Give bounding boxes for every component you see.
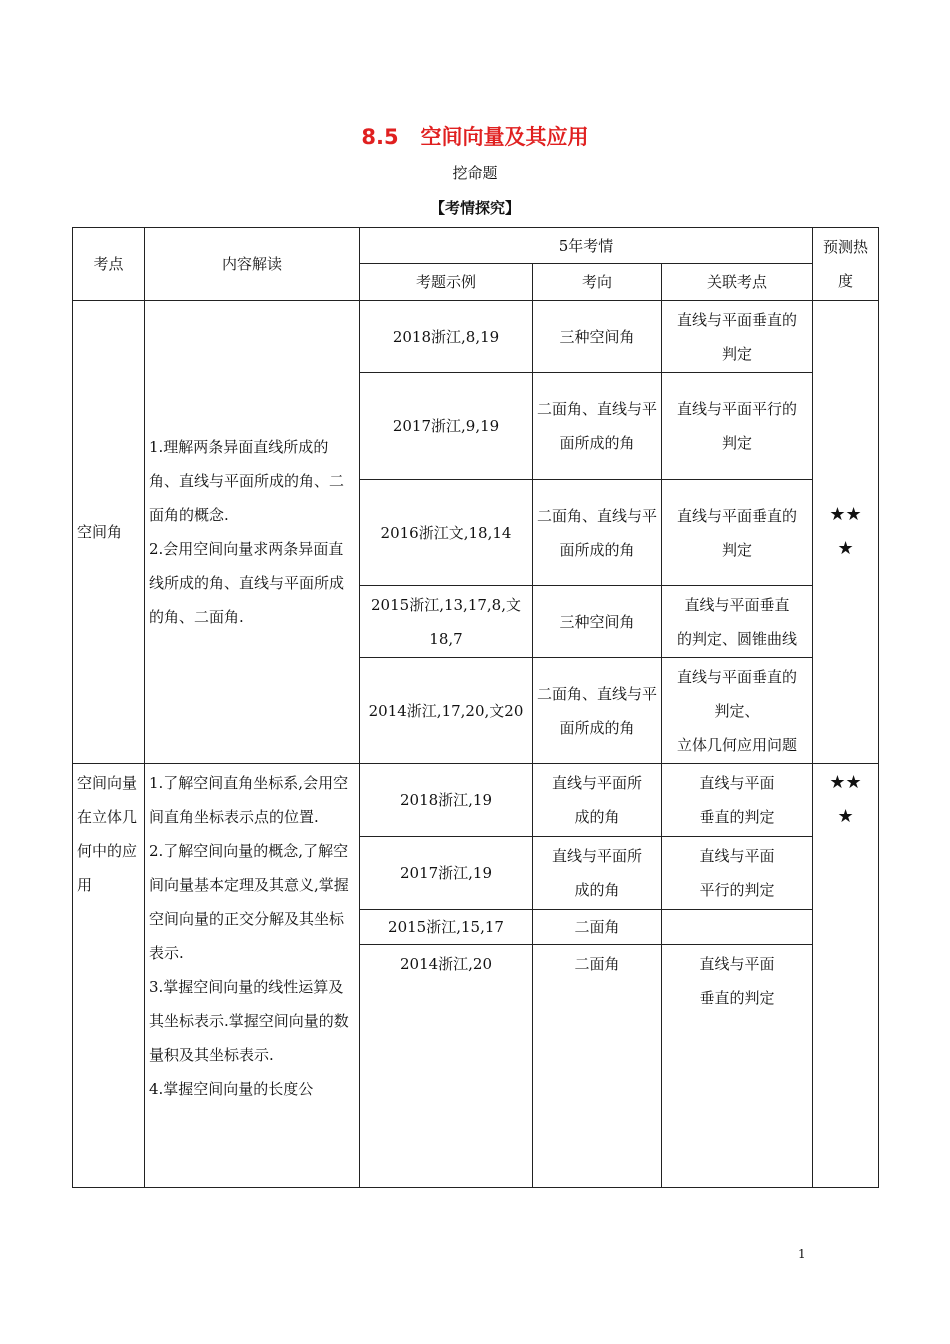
group-kongjianxiangliang [73, 764, 879, 1188]
kaoxiang-cell: 直线与平面所 成的角 [533, 837, 662, 910]
header-guanlian: 关联考点 [662, 264, 813, 301]
shili-cell: 2016浙江文,18,14 [360, 480, 533, 586]
exam-analysis-table [72, 227, 879, 1188]
header-yuce: 预测热度 [813, 228, 879, 301]
group-kongjianjiao [73, 301, 879, 764]
shili-cell: 2018浙江,19 [360, 764, 533, 837]
guanlian-cell: 直线与平面 垂直的判定 [662, 764, 813, 837]
kaoxiang-cell: 三种空间角 [533, 586, 662, 658]
guanlian-cell: 直线与平面垂直的 判定 [662, 480, 813, 586]
guanlian-cell: 直线与平面平行的 判定 [662, 373, 813, 480]
kaoxiang-cell: 二面角、直线与平 面所成的角 [533, 480, 662, 586]
rating-stars: ★★ ★ [813, 301, 879, 764]
kaoxiang-cell: 二面角、直线与平 面所成的角 [533, 373, 662, 480]
guanlian-cell: 直线与平面垂直 的判定、圆锥曲线 [662, 586, 813, 658]
kaodian-cell: 空间向量在立体几何中的应用 [73, 764, 145, 1188]
subtitle: 挖命题 [452, 164, 498, 182]
guanlian-cell: 直线与平面垂直的 判定 [662, 301, 813, 373]
section-heading: 【考情探究】 [429, 199, 520, 217]
header-kaodian: 考点 [73, 228, 145, 301]
shili-cell: 2018浙江,8,19 [360, 301, 533, 373]
shili-cell: 2017浙江,19 [360, 837, 533, 910]
kaoxiang-cell: 二面角 [533, 945, 662, 1188]
page-number: 1 [798, 1247, 806, 1261]
header-kaoxiang: 考向 [533, 264, 662, 301]
shili-cell: 2015浙江,13,17,8,文 18,7 [360, 586, 533, 658]
kaodian-cell: 空间角 [73, 301, 145, 764]
neirong-cell: 1.理解两条异面直线所成的角、直线与平面所成的角、二面角的概念. 2.会用空间向量求两条异面直线所成的角、直线与平面所成的角、二面角. [145, 301, 360, 764]
page-title: 8.5 空间向量及其应用 [361, 125, 589, 149]
guanlian-cell [662, 910, 813, 945]
kaoxiang-cell: 二面角 [533, 910, 662, 945]
table-row [73, 764, 879, 837]
shili-cell: 2017浙江,9,19 [360, 373, 533, 480]
header-neirong: 内容解读 [145, 228, 360, 301]
kaoxiang-cell: 二面角、直线与平 面所成的角 [533, 658, 662, 764]
rating-stars: ★★ ★ [813, 764, 879, 1188]
guanlian-cell: 直线与平面 垂直的判定 [662, 945, 813, 1188]
guanlian-cell: 直线与平面 平行的判定 [662, 837, 813, 910]
header-wunian: 5年考情 [360, 228, 813, 264]
shili-cell: 2014浙江,20 [360, 945, 533, 1188]
shili-cell: 2015浙江,15,17 [360, 910, 533, 945]
kaoxiang-cell: 直线与平面所 成的角 [533, 764, 662, 837]
header-row [73, 228, 879, 264]
neirong-cell: 1.了解空间直角坐标系,会用空间直角坐标表示点的位置. 2.了解空间向量的概念,了解空间向量基本定理及其意义,掌握空间向量的正交分解及其坐标表示. 3.掌握空间向量的线性运算及其坐标表示.掌握空间向量的数量积及其坐标表示. 4.掌握空间向量的长度公 [145, 764, 360, 1188]
header-shili: 考题示例 [360, 264, 533, 301]
shili-cell: 2014浙江,17,20,文20 [360, 658, 533, 764]
guanlian-cell: 直线与平面垂直的 判定、 立体几何应用问题 [662, 658, 813, 764]
table-row [73, 301, 879, 373]
kaoxiang-cell: 三种空间角 [533, 301, 662, 373]
